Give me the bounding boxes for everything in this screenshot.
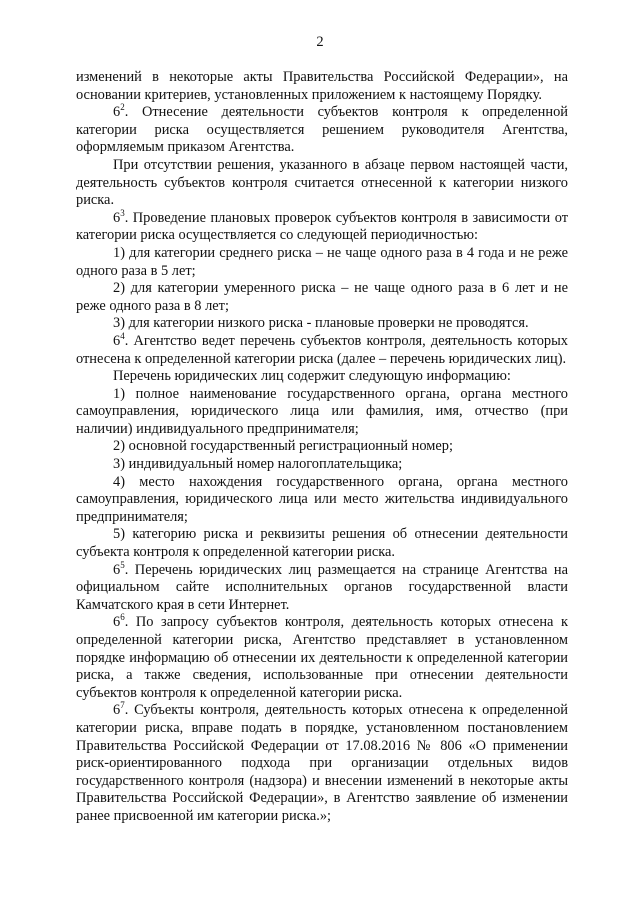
paragraph-text: . Перечень юридических лиц размещается на странице Агентства на официальном сайте исполнительных органов государственной власти Камчатского края в сети Интернет. [76,561,568,613]
paragraph-number-superscript: 7 [120,700,125,711]
paragraph-number: 6 [113,104,121,121]
paragraph-6-4 [76,330,568,368]
paragraph-number: 6 [113,561,121,578]
paragraph-text: изменений в некоторые акты Правительства Российской Федерации», на основании критериев, установленных приложением к настоящему Порядку. [76,69,568,103]
paragraph-text: 3) для категории низкого риска - плановые проверки не проводятся. [113,315,529,332]
list-item-inn [76,456,568,474]
paragraph-continuation [76,69,568,104]
paragraph-text: При отсутствии решения, указанного в абзаце первом настоящей части, деятельность субъектов контроля считается отнесенной к категории низкого риска. [76,156,568,209]
paragraph-text: 2) для категории умеренного риска – не чаще одного раза в 6 лет и не реже одного раза в 8 лет; [76,280,568,314]
paragraph-number-superscript: 6 [120,612,125,623]
paragraph-text: . Проведение плановых проверок субъектов контроля в зависимости от категории риска осуществляется со следующей периодичностью: [76,209,568,244]
list-item-medium-risk [76,245,568,280]
paragraph-text: . Субъекты контроля, деятельность которых отнесена к определенной категории риска, вправе подать в порядке, установленном постановлением Правительства Российской Федерации от 17.08.2016 № 806 «О применении риск-ориентированного подхода при организации отдельных видов государственного контроля (надзора) и внесении изменений в некоторые акты Правительства Российской Федерации», в Агентство заявление об изменении ранее присвоенной им категории риска.»; [76,702,568,824]
paragraph-number: 6 [113,614,121,631]
paragraph-number-superscript: 3 [120,207,125,218]
paragraph-number-superscript: 4 [120,330,125,341]
list-item-location [76,474,568,527]
document-body [76,69,568,826]
paragraph-6-2 [76,104,568,157]
paragraph-number-superscript: 5 [120,559,125,570]
paragraph-absence-of-decision [76,157,568,210]
paragraph-6-6 [76,614,568,702]
paragraph-text: Перечень юридических лиц содержит следующую информацию: [113,368,511,385]
list-item-ogrn [76,438,568,456]
paragraph-text: 1) для категории среднего риска – не чаще одного раза в 4 года и не реже одного раза в 5 лет; [76,244,568,279]
paragraph-text: . Отнесение деятельности субъектов контроля к определенной категории риска осуществляется решением руководителя Агентства, оформляемым приказом Агентства. [76,104,568,156]
list-item-moderate-risk [76,280,568,315]
paragraph-number: 6 [113,332,121,349]
paragraph-text: . Агентство ведет перечень субъектов контроля, деятельность которых отнесена к определенной категории риска (далее – перечень юридических лиц). [76,332,568,367]
list-item-low-risk [76,315,568,333]
paragraph-number: 6 [113,209,121,226]
paragraph-text: 3) индивидуальный номер налогоплательщика; [113,456,403,473]
paragraph-number: 6 [113,702,121,719]
list-item-full-name [76,386,568,439]
paragraph-text: 2) основной государственный регистрационный номер; [113,438,453,455]
list-item-risk-category [76,526,568,561]
paragraph-6-7 [76,702,568,825]
paragraph-text: 5) категорию риска и реквизиты решения об отнесении деятельности субъекта контроля к определенной категории риска. [76,526,568,561]
paragraph-list-contents [76,368,568,386]
paragraph-number-superscript: 2 [120,102,125,113]
paragraph-text: 4) место нахождения государственного органа, органа местного самоуправления, юридического лица или место жительства индивидуального предпринимателя; [76,473,568,525]
paragraph-6-3 [76,207,568,245]
paragraph-text: . По запросу субъектов контроля, деятельность которых отнесена к определенной категории риска, Агентство представляет в установленном порядке информацию об отнесении их деятельности к определенной категории риска, а также сведения, использованные при отнесении деятельности субъектов контроля к определенной категории риска. [76,614,568,701]
paragraph-text: 1) полное наименование государственного органа, органа местного самоуправления, юридического лица или фамилия, имя, отчество (при наличии) индивидуального предпринимателя; [76,385,568,437]
page-number: 2 [316,34,324,50]
paragraph-6-5 [76,559,568,615]
